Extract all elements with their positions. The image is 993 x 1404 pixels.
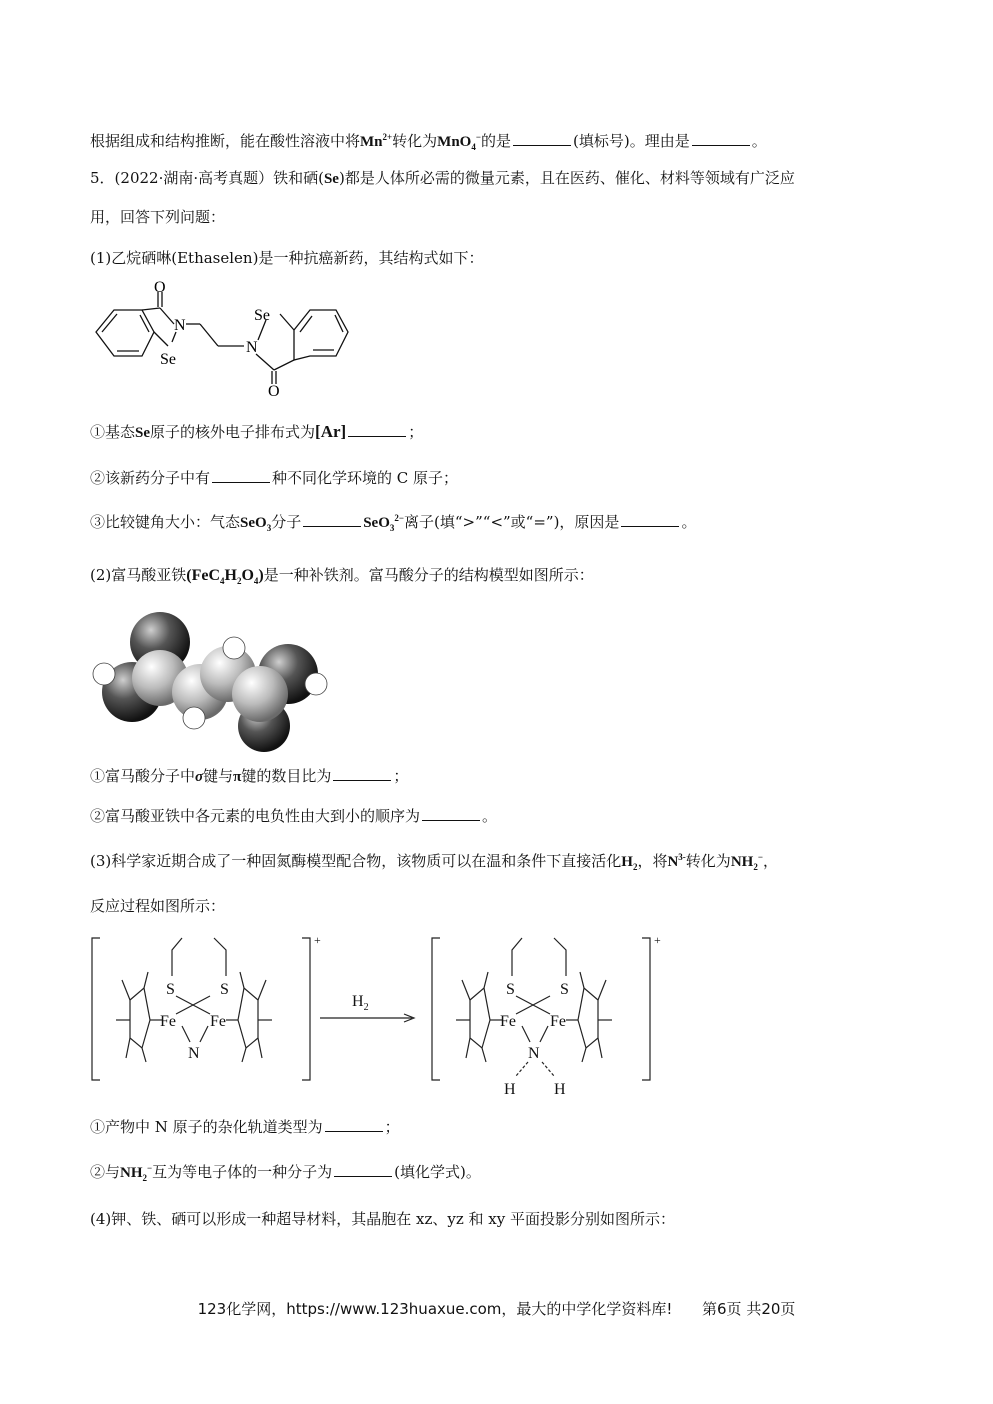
answer-blank — [303, 512, 361, 527]
svg-text:S: S — [220, 981, 229, 998]
svg-text:S: S — [166, 981, 175, 998]
intro-line: 根据组成和结构推断，能在酸性溶液中将$Mn^{2+}$转化为MnO$_4$−的是 (填标号)。理由是 。 — [90, 132, 767, 152]
svg-text:Fe: Fe — [500, 1013, 516, 1030]
h2-label: $H_2$ — [352, 993, 369, 1013]
svg-text:+: + — [654, 933, 661, 947]
answer-blank — [348, 422, 406, 437]
page-footer — [0, 1298, 993, 1319]
fumaric-acid-model — [88, 608, 333, 753]
reaction-scheme — [86, 930, 676, 1100]
part3-title-line2: 反应过程如图所示： — [90, 897, 226, 915]
answer-blank — [325, 1117, 383, 1132]
answer-blank — [513, 131, 571, 146]
answer-blank — [692, 131, 750, 146]
part2-q1: ①富马酸分子中σ键与π键的数目比为 ； — [90, 767, 409, 785]
svg-text:Fe: Fe — [160, 1013, 176, 1030]
svg-text:Fe: Fe — [210, 1013, 226, 1030]
oxygen-label: O — [268, 383, 280, 400]
part2-title: (2)富马酸亚铁$(FeC_4H_2O_4)$是一种补铁剂。富马酸分子的结构模型如图所示： — [90, 566, 594, 587]
question-heading: 5．(2022·湖南·高考真题）铁和硒(Se)都是人体所必需的微量元素，且在医药、催化、材料等领域有广泛应 — [90, 169, 795, 187]
part1-q1: ①基态Se原子的核外电子排布式为[Ar] ； — [90, 422, 424, 441]
mn-ion: $Mn^{2+}$ — [360, 132, 393, 150]
part2-q2: ②富马酸亚铁中各元素的电负性由大到小的顺序为 。 — [90, 807, 498, 825]
part3-q2: ②与$NH_2^-$互为等电子体的一种分子为 (填化学式)。 — [90, 1163, 481, 1183]
part3-q1: ①产物中 N 原子的杂化轨道类型为 ； — [90, 1118, 400, 1136]
page-number: 第6页 共20页 — [702, 1300, 796, 1318]
svg-text:H: H — [554, 1081, 566, 1098]
svg-text:+: + — [314, 933, 321, 947]
answer-blank — [422, 806, 480, 821]
question-heading-line2: 用，回答下列问题： — [90, 208, 226, 226]
oxygen-label: O — [154, 280, 166, 296]
svg-text:S: S — [506, 981, 515, 998]
svg-text:Fe: Fe — [550, 1013, 566, 1030]
svg-text:S: S — [560, 981, 569, 998]
answer-blank — [334, 1162, 392, 1177]
part1-title: (1)乙烷硒啉(Ethaselen)是一种抗癌新药，其结构式如下： — [90, 249, 484, 267]
svg-text:N: N — [188, 1045, 200, 1062]
ethaselen-structure — [88, 280, 358, 405]
part1-q2: ②该新药分子中有 种不同化学环境的 C 原子； — [90, 469, 459, 487]
svg-text:H: H — [504, 1081, 516, 1098]
part1-q3: ③比较键角大小：气态SeO$_3$分子 SeO$_3^{2-}$离子(填“>”“<”或“=”)，原因是 。 — [90, 513, 697, 533]
answer-blank — [212, 468, 270, 483]
selenium-label: Se — [160, 351, 176, 368]
svg-text:N: N — [528, 1045, 540, 1062]
nitrogen-label: N — [246, 339, 258, 356]
part3-title: (3)科学家近期合成了一种固氮酶模型配合物，该物质可以在温和条件下直接活化$H_2$，将$N^{3-}$转化为$NH_2^-$， — [90, 852, 778, 872]
part4-title: (4)钾、铁、硒可以形成一种超导材料，其晶胞在 xz、yz 和 xy 平面投影分别如图所示： — [90, 1210, 675, 1228]
selenium-label: Se — [254, 307, 270, 324]
answer-blank — [621, 512, 679, 527]
permanganate-ion: MnO$_4$− — [437, 132, 481, 152]
nitrogen-label: N — [174, 317, 186, 334]
answer-blank — [333, 766, 391, 781]
footer-text: 123化学网，https://www.123huaxue.com，最大的中学化学资料库! — [197, 1300, 673, 1318]
